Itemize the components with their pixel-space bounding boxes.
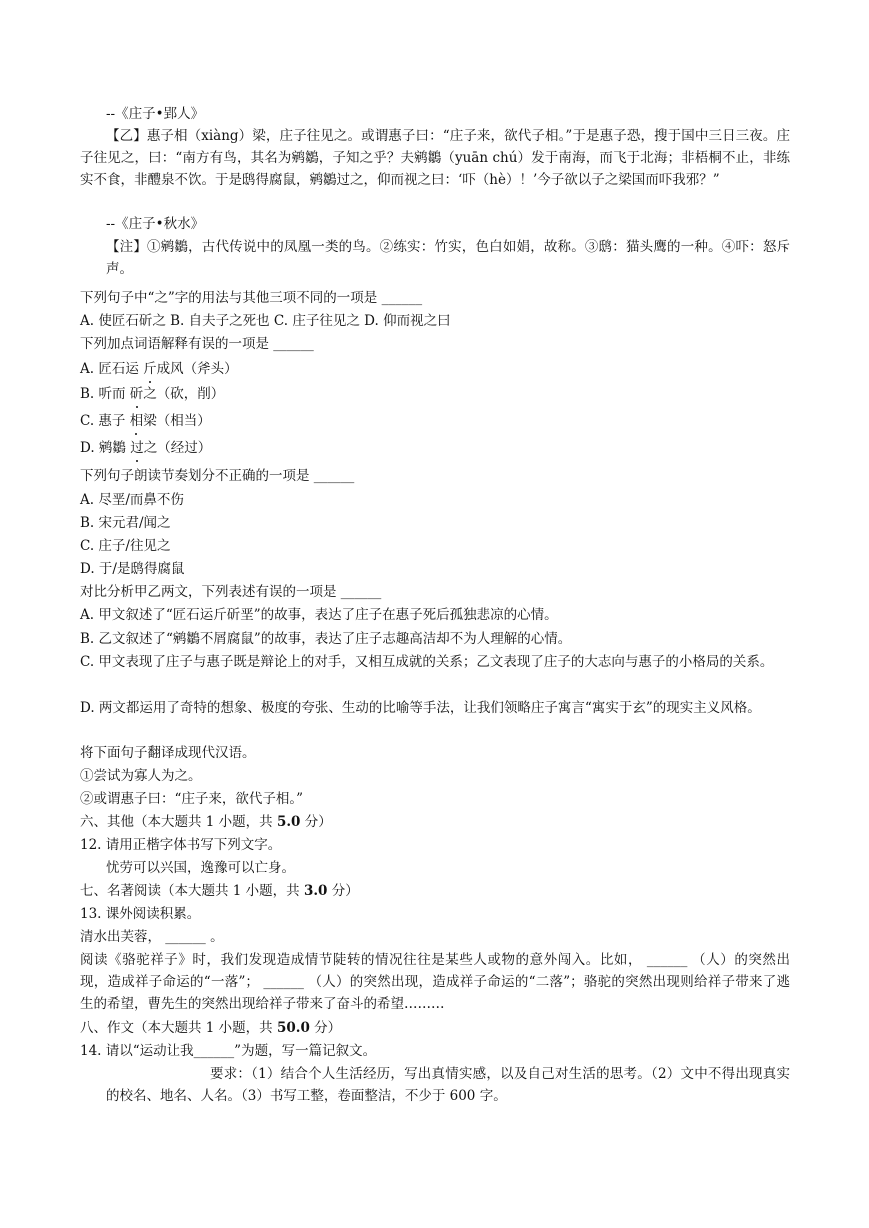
question-words-option-b — [80, 383, 224, 405]
question-words-option-c — [80, 410, 211, 432]
section-6-suffix: 分） — [300, 814, 332, 830]
question-compare-option-c: C. 甲文表现了庄子与惠子既是辩论上的对手，又相互成就的关系；乙文表现了庄子的大志向与惠子的小格局的关系。 — [80, 654, 774, 670]
option-c-suffix: 梁（相当） — [143, 413, 211, 429]
question-rhythm-stem: 下列句子朗读节奏划分不正确的一项是 ______ — [80, 468, 355, 484]
option-c-prefix: C. 惠子 — [80, 413, 130, 429]
option-b-prefix: B. 听而 — [80, 386, 130, 402]
question-words-option-d — [80, 437, 211, 459]
question-words-stem: 下列加点词语解释有误的一项是 ______ — [80, 336, 314, 352]
section-8-prefix: 八、作文（本大题共 1 小题，共 — [80, 1020, 277, 1036]
question-translate-stem: 将下面句子翻译成现代汉语。 — [80, 745, 256, 761]
question-compare-option-d: D. 两文都运用了奇特的想象、极度的夸张、生动的比喻等手法，让我们领略庄子寓言“寓实于玄”的现实主义风格。 — [80, 700, 761, 716]
question-13-paragraph: 阅读《骆驼祥子》时，我们发现造成情节陡转的情况往往是某些人或物的意外闯入。比如， ______ （人）的突然出现，造成祥子命运的“一落”； ______ （人）的突然出现，造成祥子命运的“二落”；骆驼的突然出现则给祥子带来了逃生的希望，曹先生的突然出现给祥子带来了奋斗的希望……… — [80, 952, 790, 1012]
passage-yi: 【乙】惠子相（xiàng）梁，庄子往见之。或谓惠子曰：“庄子来，欲代子相。”于是惠子恐，搜于国中三日三夜。庄子往见之，曰：“南方有鸟，其名为鹓鶵，子知之乎？夫鹓鶵（yuān chú）发于南海，而飞于北海；非梧桐不止，非练实不食，非醴泉不饮。于是鸱得腐鼠，鹓鶵过之，仰而视之曰：‘吓（hè）！’今子欲以子之梁国而吓我邪？” — [80, 128, 790, 188]
question-compare-option-a: A. 甲文叙述了“匠石运斤斫垩”的故事，表达了庄子在惠子死后孤独悲凉的心情。 — [80, 607, 558, 623]
question-compare-option-b: B. 乙文叙述了“鹓鶵不屑腐鼠”的故事，表达了庄子志趣高洁却不为人理解的心情。 — [80, 631, 572, 647]
question-rhythm-option-b: B. 宋元君/闻之 — [80, 515, 171, 531]
section-6-prefix: 六、其他（本大题共 1 小题，共 — [80, 814, 277, 830]
question-rhythm-option-d: D. 于/是鸱得腐鼠 — [80, 561, 185, 577]
question-12-text: 忧劳可以兴国，逸豫可以亡身。 — [106, 860, 295, 876]
question-14-requirements: 要求：（1）结合个人生活经历，写出真情实感，以及自己对生活的思考。（2）文中不得出现真实的校名、地名、人名。（3）书写工整，卷面整洁，不少于 600 字。 — [106, 1066, 790, 1104]
section-8-suffix: 分） — [309, 1020, 342, 1036]
dotted-word-b: 斫 — [130, 383, 144, 405]
annotation-note: 【注】①鹓鶵，古代传说中的凤凰一类的鸟。②练实：竹实，色白如娟，故称。③鸱：猫头鹰的一种。④吓：怒斥声。 — [106, 239, 790, 277]
option-d-suffix: 之（经过） — [143, 440, 212, 456]
question-words-option-a — [80, 358, 238, 380]
source-yi: --《庄子•秋水》 — [106, 216, 205, 232]
question-compare-stem: 对比分析甲乙两文，下列表述有误的一项是 ______ — [80, 584, 382, 600]
source-jia: --《庄子•郢人》 — [106, 106, 205, 122]
section-7-suffix: 分） — [327, 883, 359, 899]
section-6-heading — [80, 811, 332, 833]
section-7-score: 3.0 — [303, 883, 328, 899]
option-d-prefix: D. 鹓鶵 — [80, 440, 131, 456]
section-6-score: 5.0 — [276, 814, 301, 830]
section-8-score: 50.0 — [276, 1020, 310, 1036]
dotted-word-a: 斤 — [143, 358, 157, 380]
option-b-suffix: 之（砍，削） — [143, 386, 225, 402]
section-8-heading — [80, 1017, 341, 1039]
option-a-prefix: A. 匠石运 — [80, 361, 144, 377]
question-13-fill: 清水出芙蓉， ______ 。 — [80, 929, 224, 945]
question-rhythm-option-a: A. 尽垩/而鼻不伤 — [80, 492, 184, 508]
option-a-suffix: 成风（斧头） — [156, 361, 238, 377]
dotted-word-c: 相 — [130, 410, 144, 432]
question-zhi-options: A. 使匠石斫之 B. 自夫子之死也 C. 庄子往见之 D. 仰而视之曰 — [80, 313, 451, 329]
question-12: 12. 请用正楷字体书写下列文字。 — [80, 837, 282, 853]
question-rhythm-option-c: C. 庄子/往见之 — [80, 538, 171, 554]
question-14: 14. 请以“运动让我______”为题，写一篇记叙文。 — [80, 1043, 377, 1059]
translate-sentence-2: ②或谓惠子曰：“庄子来，欲代子相。” — [80, 791, 304, 807]
question-13: 13. 课外阅读积累。 — [80, 906, 201, 922]
translate-sentence-1: ①尝试为寡人为之。 — [80, 768, 202, 784]
section-7-heading — [80, 880, 359, 902]
section-7-prefix: 七、名著阅读（本大题共 1 小题，共 — [80, 883, 304, 899]
dotted-word-d: 过 — [130, 437, 144, 459]
question-zhi-stem: 下列句子中“之”字的用法与其他三项不同的一项是 ______ — [80, 290, 423, 306]
